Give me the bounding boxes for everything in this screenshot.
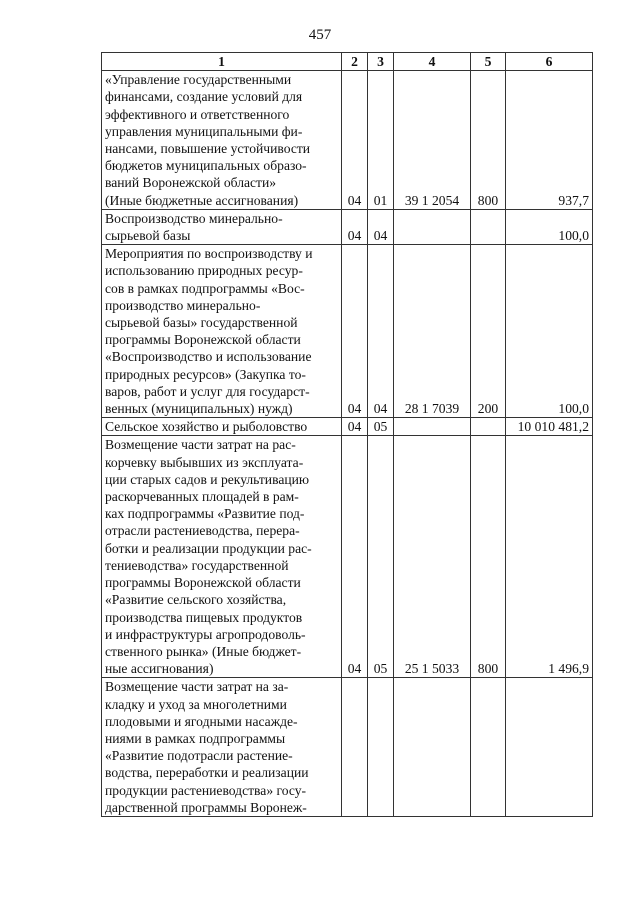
row-name-line: Возмещение части затрат на рас- (105, 437, 296, 453)
row-name-line: финансами, создание условий для (105, 89, 303, 105)
row-amount-cell: 100,0 (506, 245, 593, 418)
row-subsection-cell (368, 678, 394, 817)
row-name-line: ках подпрограммы «Развитие под- (105, 506, 305, 522)
row-name-line: природных ресурсов» (Закупка то- (105, 366, 306, 382)
row-subsection-cell: 01 (368, 71, 394, 210)
row-amount-cell: 1 496,9 (506, 436, 593, 678)
row-name-line: дарственной программы Воронеж- (105, 799, 307, 815)
row-name-line: продукции растениеводства» госу- (105, 782, 307, 798)
row-amount-cell: 100,0 (506, 209, 593, 244)
row-subsection-cell: 05 (368, 436, 394, 678)
row-target-article-cell: 28 1 7039 (394, 245, 471, 418)
row-name-line: ниями в рамках подпрограммы (105, 730, 286, 746)
row-name-cell (102, 209, 342, 244)
table-header-row (102, 53, 593, 71)
row-name-line: ственного рынка» (Иные бюджет- (105, 643, 302, 659)
row-name-line: ботки и реализации продукции рас- (105, 540, 312, 556)
row-name-line: тениеводства» государственной (105, 557, 289, 573)
row-name-line: корчевку выбывших из эксплуата- (105, 454, 304, 470)
row-name-cell (102, 71, 342, 210)
header-col-4: 4 (394, 53, 471, 71)
page-number: 457 (308, 27, 332, 43)
table-row (102, 209, 593, 244)
row-name-line: Воспроизводство минерально- (105, 210, 283, 226)
row-amount-cell: 937,7 (506, 71, 593, 210)
row-name-line: Мероприятия по воспроизводству и (105, 246, 313, 262)
row-name-cell (102, 245, 342, 418)
row-target-article-cell: 39 1 2054 (394, 71, 471, 210)
row-name-cell (102, 418, 342, 436)
header-col-3: 3 (368, 53, 394, 71)
row-target-article-cell (394, 209, 471, 244)
table-body (102, 71, 593, 817)
header-col-5: 5 (471, 53, 506, 71)
header-col-1: 1 (102, 53, 342, 71)
row-name-line: и инфраструктуры агропродоволь- (105, 626, 306, 642)
table-row (102, 418, 593, 436)
row-name-line: плодовыми и ягодными насажде- (105, 713, 298, 729)
row-name-line: использованию природных ресур- (105, 263, 303, 279)
row-name-line: сырьевой базы» государственной (105, 315, 298, 331)
row-name-line: программы Воронежской области (105, 575, 301, 591)
header-col-2: 2 (342, 53, 368, 71)
row-subsection-cell: 04 (368, 245, 394, 418)
row-amount-cell (506, 678, 593, 817)
budget-table (101, 52, 593, 817)
row-name-line: бюджетов муниципальных образо- (105, 158, 307, 174)
row-name-line: Возмещение части затрат на за- (105, 679, 289, 695)
row-expense-type-cell: 200 (471, 245, 506, 418)
row-name-line: управления муниципальными фи- (105, 123, 303, 139)
row-section-cell: 04 (342, 71, 368, 210)
row-target-article-cell (394, 678, 471, 817)
row-section-cell (342, 678, 368, 817)
table-row (102, 436, 593, 678)
row-name-line: ции старых садов и рекультивацию (105, 471, 310, 487)
row-name-line: нансами, повышение устойчивости (105, 141, 311, 157)
row-expense-type-cell (471, 209, 506, 244)
row-amount-cell: 10 010 481,2 (506, 418, 593, 436)
row-name-line: водства, переработки и реализации (105, 765, 309, 781)
row-name-line: сырьевой базы (105, 228, 191, 244)
row-expense-type-cell: 800 (471, 71, 506, 210)
row-target-article-cell (394, 418, 471, 436)
table-row (102, 678, 593, 817)
row-section-cell: 04 (342, 209, 368, 244)
row-name-line: ваний Воронежской области» (105, 175, 277, 191)
row-name-line: венных (муниципальных) нужд) (105, 401, 293, 417)
row-name-line: эффективного и ответственного (105, 106, 290, 122)
row-name-line: программы Воронежской области (105, 332, 301, 348)
row-name-line: «Управление государственными (105, 72, 292, 88)
row-subsection-cell: 04 (368, 209, 394, 244)
row-name-line: Сельское хозяйство и рыболовство (105, 419, 308, 435)
table-row (102, 71, 593, 210)
row-name-line: отрасли растениеводства, перера- (105, 523, 300, 539)
row-section-cell: 04 (342, 436, 368, 678)
row-target-article-cell: 25 1 5033 (394, 436, 471, 678)
row-expense-type-cell (471, 678, 506, 817)
row-name-line: «Развитие подотрасли растение- (105, 748, 293, 764)
row-name-line: «Воспроизводство и использование (105, 349, 312, 365)
row-name-line: раскорчеванных площадей в рам- (105, 489, 299, 505)
row-name-line: ные ассигнования) (105, 661, 214, 677)
row-expense-type-cell: 800 (471, 436, 506, 678)
header-col-6: 6 (506, 53, 593, 71)
row-name-line: производства пищевых продуктов (105, 609, 303, 625)
row-name-line: «Развитие сельского хозяйства, (105, 592, 287, 608)
row-name-line: сов в рамках подпрограммы «Вос- (105, 280, 305, 296)
row-name-line: (Иные бюджетные ассигнования) (105, 192, 299, 208)
row-section-cell: 04 (342, 418, 368, 436)
row-subsection-cell: 05 (368, 418, 394, 436)
row-section-cell: 04 (342, 245, 368, 418)
row-expense-type-cell (471, 418, 506, 436)
row-name-line: кладку и уход за многолетними (105, 696, 287, 712)
table-row (102, 245, 593, 418)
row-name-line: производство минерально- (105, 297, 261, 313)
row-name-cell (102, 436, 342, 678)
row-name-cell (102, 678, 342, 817)
row-name-line: варов, работ и услуг для государст- (105, 383, 310, 399)
